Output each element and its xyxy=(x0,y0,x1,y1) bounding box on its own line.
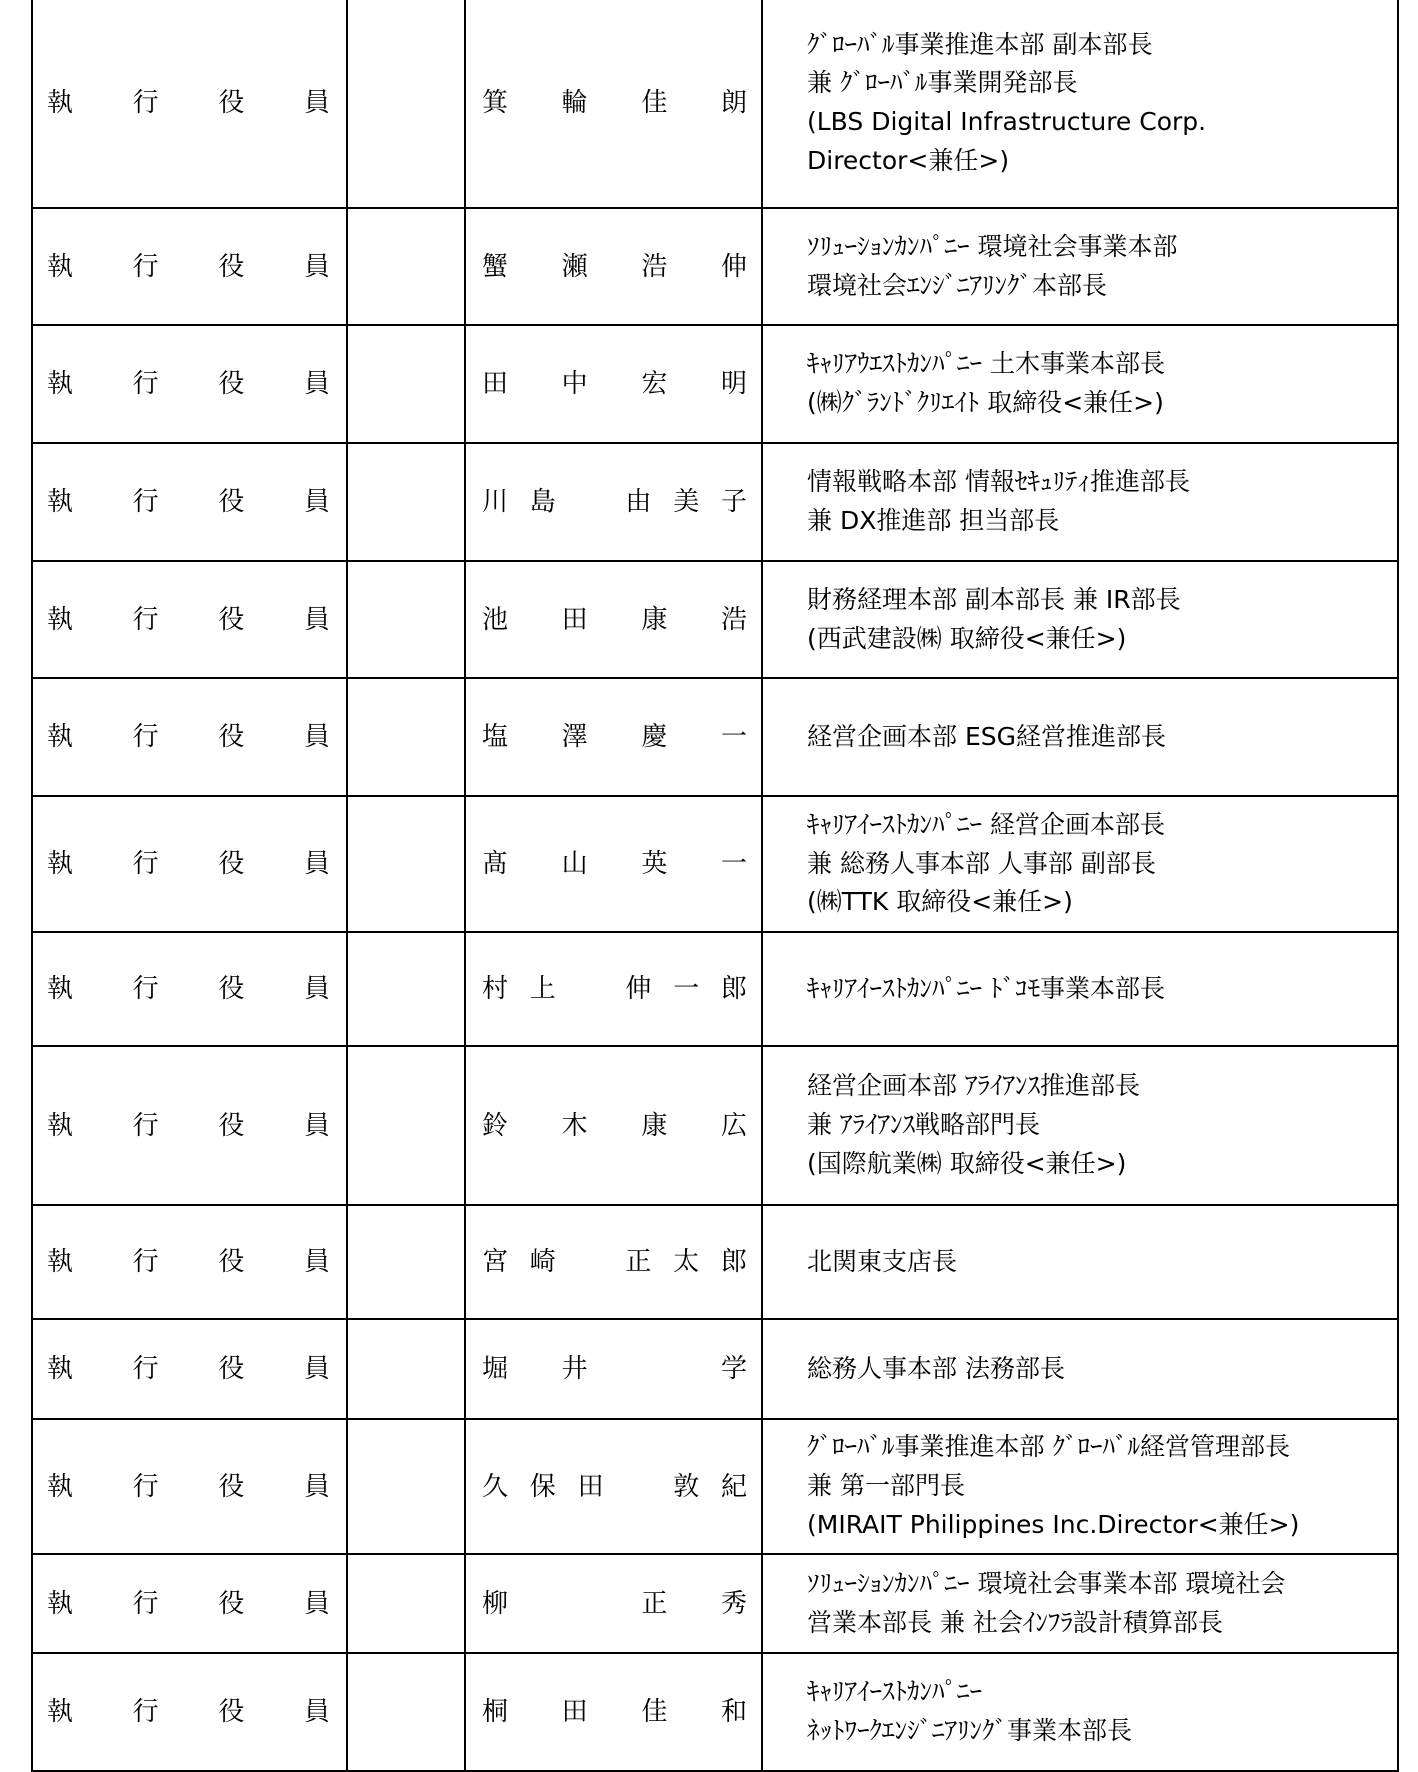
roles-cell xyxy=(762,1554,1398,1653)
officer-name xyxy=(466,1110,761,1141)
char: 康 xyxy=(641,1110,668,1141)
char: 員 xyxy=(303,974,330,1004)
position-cell xyxy=(32,1419,347,1554)
role-line: 北関東支店長 xyxy=(807,1246,958,1276)
position-title xyxy=(33,90,346,116)
char: 執 xyxy=(47,849,74,879)
blank-cell xyxy=(347,796,465,932)
table-row xyxy=(32,561,1398,678)
officer-name xyxy=(466,1356,761,1382)
char: 井 xyxy=(561,1354,588,1384)
role-line: ｸﾞﾛｰﾊﾞﾙ事業推進本部 ｸﾞﾛｰﾊﾞﾙ経営管理部長 xyxy=(807,1432,1290,1462)
char: 執 xyxy=(47,1110,74,1141)
role-line: ｷｬﾘｱｳｴｽﾄｶﾝﾊﾟﾆｰ 土木事業本部長 xyxy=(807,349,1165,379)
char: 役 xyxy=(218,88,245,118)
char: 行 xyxy=(132,1697,159,1727)
char: 執 xyxy=(47,1697,74,1727)
name-cell xyxy=(465,932,762,1046)
char: 行 xyxy=(132,604,159,635)
position-cell xyxy=(32,796,347,932)
char: 池 xyxy=(482,604,509,635)
executive-officers-table xyxy=(31,0,1399,1772)
char: 箕 xyxy=(482,88,509,118)
name-cell xyxy=(465,678,762,796)
char: 中 xyxy=(561,369,588,399)
position-cell xyxy=(32,1205,347,1319)
officer-name xyxy=(466,1471,761,1502)
char: 英 xyxy=(641,849,668,879)
char: 員 xyxy=(303,251,330,282)
char: 員 xyxy=(303,1588,330,1619)
char: 伸 xyxy=(720,251,747,282)
char: 秀 xyxy=(720,1588,747,1619)
position-cell xyxy=(32,208,347,325)
char: 役 xyxy=(218,722,245,752)
role-line: 兼 総務人事本部 人事部 副部長 xyxy=(807,848,1156,878)
table-row xyxy=(32,1653,1398,1771)
blank-cell xyxy=(347,1554,465,1653)
char: 子 xyxy=(720,487,747,517)
char: 一 xyxy=(673,974,700,1004)
char: 堀 xyxy=(482,1354,509,1384)
position-title xyxy=(33,1249,346,1275)
position-cell xyxy=(32,1653,347,1771)
char: 執 xyxy=(47,487,74,517)
char: 役 xyxy=(218,974,245,1004)
char: 執 xyxy=(47,369,74,399)
char: 田 xyxy=(561,604,588,635)
officer-name xyxy=(466,1699,761,1725)
roles-cell xyxy=(762,561,1398,678)
roles-cell xyxy=(762,1653,1398,1771)
blank-cell xyxy=(347,1046,465,1205)
char: 塩 xyxy=(482,722,509,752)
char: 由 xyxy=(625,487,652,517)
char: 行 xyxy=(132,1588,159,1619)
char: 行 xyxy=(132,251,159,282)
name-cell xyxy=(465,325,762,443)
table-row xyxy=(32,1319,1398,1419)
blank-cell xyxy=(347,1319,465,1419)
char: 執 xyxy=(47,1471,74,1502)
role-line: ｸﾞﾛｰﾊﾞﾙ事業推進本部 副本部長 xyxy=(807,29,1153,59)
roles-cell xyxy=(762,796,1398,932)
table-row xyxy=(32,325,1398,443)
table-row xyxy=(32,1419,1398,1554)
char: 田 xyxy=(482,369,509,399)
role-line: (国際航業㈱ 取締役<兼任>) xyxy=(807,1148,1127,1178)
char: 宏 xyxy=(641,369,668,399)
officer-name xyxy=(466,1249,761,1275)
char: 伸 xyxy=(625,974,652,1004)
name-cell xyxy=(465,1046,762,1205)
char: 正 xyxy=(641,1588,668,1619)
position-cell xyxy=(32,443,347,561)
blank-cell xyxy=(347,678,465,796)
char: 宮 xyxy=(482,1247,509,1277)
char: 役 xyxy=(218,1354,245,1384)
char: 行 xyxy=(132,88,159,118)
char: 行 xyxy=(132,849,159,879)
name-cell xyxy=(465,208,762,325)
blank-cell xyxy=(347,1419,465,1554)
position-title xyxy=(33,1588,346,1619)
role-line: ｷｬﾘｱｲｰｽﾄｶﾝﾊﾟﾆｰ xyxy=(807,1677,983,1707)
role-line: (㈱TTK 取締役<兼任>) xyxy=(807,887,1073,917)
position-title xyxy=(33,724,346,750)
char: 瀬 xyxy=(561,251,588,282)
role-line: Director<兼任>) xyxy=(807,145,1010,175)
table-row xyxy=(32,932,1398,1046)
position-cell xyxy=(32,932,347,1046)
roles-cell xyxy=(762,932,1398,1046)
char: 髙 xyxy=(482,849,509,879)
roles-cell xyxy=(762,1319,1398,1419)
char: 一 xyxy=(720,849,747,879)
char: 澤 xyxy=(561,722,588,752)
char: 員 xyxy=(303,722,330,752)
char: 員 xyxy=(303,487,330,517)
blank-cell xyxy=(347,561,465,678)
char: 康 xyxy=(641,604,668,635)
roles-cell xyxy=(762,1205,1398,1319)
char: 役 xyxy=(218,849,245,879)
char: 行 xyxy=(132,1110,159,1141)
char: 役 xyxy=(218,604,245,635)
position-cell xyxy=(32,1319,347,1419)
name-cell xyxy=(465,796,762,932)
table-row xyxy=(32,678,1398,796)
char: 浩 xyxy=(641,251,668,282)
position-title xyxy=(33,1699,346,1725)
role-line: (MIRAIT Philippines Inc.Director<兼任>) xyxy=(807,1509,1300,1539)
role-line: 兼 DX推進部 担当部長 xyxy=(807,506,1060,535)
officer-name xyxy=(466,90,761,116)
char: 役 xyxy=(218,1471,245,1502)
role-line: 兼 ｸﾞﾛｰﾊﾞﾙ事業開発部長 xyxy=(807,68,1078,98)
char: 桐 xyxy=(482,1697,509,1727)
char: 行 xyxy=(132,1247,159,1277)
char: 役 xyxy=(218,1247,245,1277)
char: 行 xyxy=(132,1354,159,1384)
position-title xyxy=(33,251,346,282)
char: 田 xyxy=(577,1471,604,1502)
char: 木 xyxy=(561,1110,588,1141)
position-title xyxy=(33,1471,346,1502)
char: 執 xyxy=(47,974,74,1004)
position-cell xyxy=(32,678,347,796)
role-line: ｿﾘｭｰｼｮﾝｶﾝﾊﾟﾆｰ 環境社会事業本部 xyxy=(807,231,1178,261)
role-line: ｷｬﾘｱｲｰｽﾄｶﾝﾊﾟﾆｰ ﾄﾞｺﾓ事業本部長 xyxy=(807,973,1165,1003)
position-cell xyxy=(32,0,347,208)
roles-cell xyxy=(762,443,1398,561)
officer-name xyxy=(466,724,761,750)
char: 行 xyxy=(132,974,159,1004)
char: 村 xyxy=(482,974,509,1004)
char: 員 xyxy=(303,1697,330,1727)
position-title xyxy=(33,371,346,397)
position-cell xyxy=(32,1554,347,1653)
char: 行 xyxy=(132,369,159,399)
role-line: 経営企画本部 ESG経営推進部長 xyxy=(807,721,1166,751)
officer-name xyxy=(466,604,761,635)
char: 役 xyxy=(218,251,245,282)
role-line: (㈱ｸﾞﾗﾝﾄﾞｸﾘｴｲﾄ 取締役<兼任>) xyxy=(807,388,1164,417)
position-title xyxy=(33,976,346,1002)
position-cell xyxy=(32,325,347,443)
char: 役 xyxy=(218,487,245,517)
role-line: 営業本部長 兼 社会ｲﾝﾌﾗ設計積算部長 xyxy=(807,1607,1223,1637)
role-line: 経営企画本部 ｱﾗｲｱﾝｽ推進部長 xyxy=(807,1071,1140,1101)
position-cell xyxy=(32,561,347,678)
role-line: 総務人事本部 法務部長 xyxy=(807,1353,1065,1383)
roles-cell xyxy=(762,208,1398,325)
char: 川 xyxy=(482,487,509,517)
char: 崎 xyxy=(529,1247,556,1277)
roles-cell xyxy=(762,678,1398,796)
char: 保 xyxy=(529,1471,556,1502)
position-title xyxy=(33,1110,346,1141)
name-cell xyxy=(465,443,762,561)
char: 役 xyxy=(218,1588,245,1619)
officer-name xyxy=(466,851,761,877)
char: 久 xyxy=(482,1471,509,1502)
name-cell xyxy=(465,0,762,208)
char: 員 xyxy=(303,88,330,118)
blank-cell xyxy=(347,1653,465,1771)
blank-cell xyxy=(347,443,465,561)
blank-cell xyxy=(347,325,465,443)
table-row xyxy=(32,443,1398,561)
char: 浩 xyxy=(720,604,747,635)
char: 太 xyxy=(673,1247,700,1277)
char: 佳 xyxy=(641,1697,668,1727)
char: 執 xyxy=(47,722,74,752)
char: 員 xyxy=(303,604,330,635)
char: 執 xyxy=(47,251,74,282)
name-cell xyxy=(465,1554,762,1653)
char: 行 xyxy=(132,487,159,517)
char: 佳 xyxy=(641,88,668,118)
char: 蟹 xyxy=(482,251,509,282)
table-row xyxy=(32,1205,1398,1319)
position-title xyxy=(33,489,346,515)
position-cell xyxy=(32,1046,347,1205)
char: 慶 xyxy=(641,722,668,752)
name-cell xyxy=(465,1205,762,1319)
role-line: (LBS Digital Infrastructure Corp. xyxy=(807,107,1207,136)
blank-cell xyxy=(347,1205,465,1319)
char: 和 xyxy=(720,1697,747,1727)
position-title xyxy=(33,1356,346,1382)
name-cell xyxy=(465,1319,762,1419)
char: 執 xyxy=(47,604,74,635)
table-row xyxy=(32,208,1398,325)
char: 員 xyxy=(303,849,330,879)
char: 員 xyxy=(303,369,330,399)
char: 広 xyxy=(720,1110,747,1141)
char: 輪 xyxy=(561,88,588,118)
char: 員 xyxy=(303,1110,330,1141)
name-cell xyxy=(465,1653,762,1771)
role-line: ｿﾘｭｰｼｮﾝｶﾝﾊﾟﾆｰ 環境社会事業本部 環境社会 xyxy=(807,1568,1286,1598)
role-line: (西武建設㈱ 取締役<兼任>) xyxy=(807,623,1127,653)
roles-cell xyxy=(762,1046,1398,1205)
roles-cell xyxy=(762,0,1398,208)
char: 郎 xyxy=(720,974,747,1004)
char: 田 xyxy=(561,1697,588,1727)
name-cell xyxy=(465,1419,762,1554)
char: 役 xyxy=(218,1697,245,1727)
name-cell xyxy=(465,561,762,678)
char: 行 xyxy=(132,722,159,752)
char: 行 xyxy=(132,1471,159,1502)
char: 鈴 xyxy=(482,1110,509,1141)
char: 紀 xyxy=(720,1471,747,1502)
role-line: 環境社会ｴﾝｼﾞﾆｱﾘﾝｸﾞ本部長 xyxy=(807,270,1108,300)
char: 山 xyxy=(561,849,588,879)
char: 一 xyxy=(720,722,747,752)
role-line: 兼 第一部門長 xyxy=(807,1471,965,1501)
char: 員 xyxy=(303,1354,330,1384)
table-row xyxy=(32,796,1398,932)
officer-name xyxy=(466,489,761,515)
role-line: ﾈｯﾄﾜｰｸｴﾝｼﾞﾆｱﾘﾝｸﾞ事業本部長 xyxy=(807,1716,1133,1745)
char: 執 xyxy=(47,88,74,118)
blank-cell xyxy=(347,208,465,325)
char: 美 xyxy=(673,487,700,517)
position-title xyxy=(33,604,346,635)
char: 明 xyxy=(720,369,747,399)
char: 員 xyxy=(303,1247,330,1277)
char: 郎 xyxy=(720,1247,747,1277)
table-row xyxy=(32,1046,1398,1205)
role-line: 財務経理本部 副本部長 兼 IR部長 xyxy=(807,584,1181,614)
role-line: 兼 ｱﾗｲｱﾝｽ戦略部門長 xyxy=(807,1110,1040,1140)
char: 役 xyxy=(218,1110,245,1141)
officer-name xyxy=(466,371,761,397)
char: 敦 xyxy=(673,1471,700,1502)
char: 執 xyxy=(47,1588,74,1619)
char: 柳 xyxy=(482,1588,509,1619)
char: 島 xyxy=(529,487,556,517)
officer-name xyxy=(466,976,761,1002)
char: 役 xyxy=(218,369,245,399)
char: 上 xyxy=(529,974,556,1004)
roles-cell xyxy=(762,1419,1398,1554)
officer-name xyxy=(466,1588,761,1619)
table-row xyxy=(32,0,1398,208)
role-line: ｷｬﾘｱｲｰｽﾄｶﾝﾊﾟﾆｰ 経営企画本部長 xyxy=(807,809,1165,839)
blank-cell xyxy=(347,0,465,208)
char: 執 xyxy=(47,1354,74,1384)
officer-name xyxy=(466,251,761,282)
position-title xyxy=(33,851,346,877)
char: 正 xyxy=(625,1247,652,1277)
roles-cell xyxy=(762,325,1398,443)
char: 朗 xyxy=(720,88,747,118)
role-line: 情報戦略本部 情報ｾｷｭﾘﾃｨ推進部長 xyxy=(807,467,1190,497)
char: 執 xyxy=(47,1247,74,1277)
char: 学 xyxy=(720,1354,747,1384)
char: 員 xyxy=(303,1471,330,1502)
table-body xyxy=(32,0,1398,1771)
blank-cell xyxy=(347,932,465,1046)
table-row xyxy=(32,1554,1398,1653)
